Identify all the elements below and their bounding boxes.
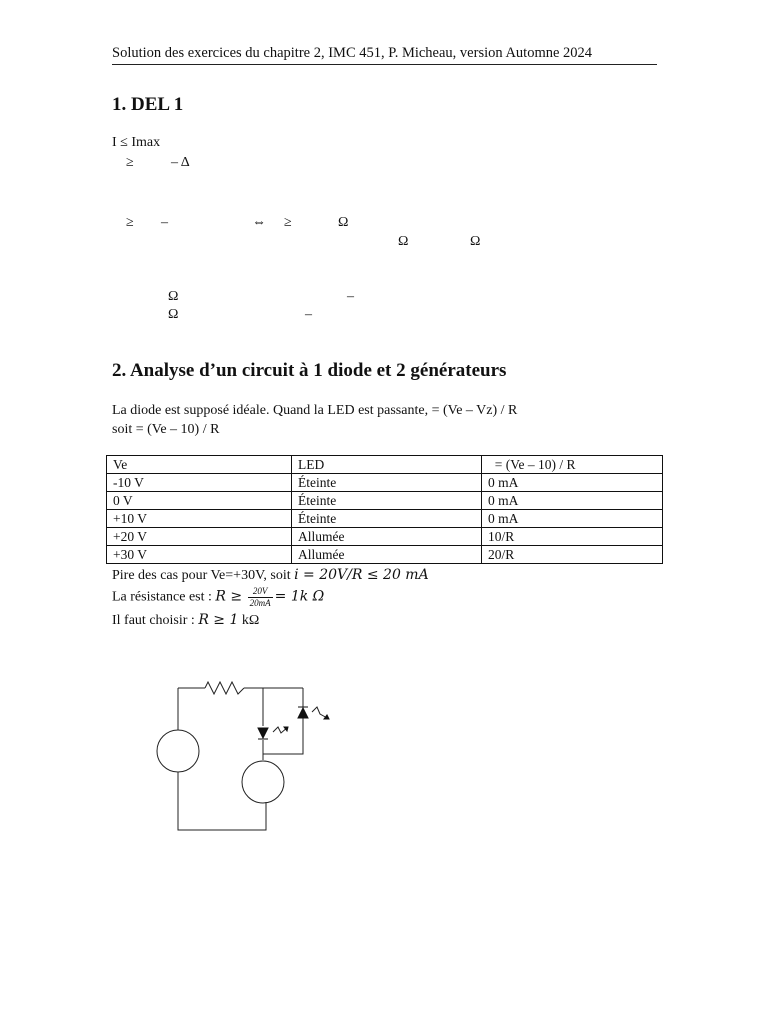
choose-line	[112, 612, 259, 629]
table-cell: Éteinte	[292, 492, 482, 510]
choose-text: Il faut choisir :	[112, 613, 199, 628]
section-1-iff-symbol: ⇔	[252, 215, 266, 230]
page-header: Solution des exercices du chapitre 2, IMC 451, P. Micheau, version Automne 2024	[112, 45, 593, 61]
resistance-line	[112, 586, 324, 609]
table-row	[107, 474, 663, 492]
section-1-ge-symbol: ≥	[126, 155, 134, 170]
section-1-minus-3: –	[347, 289, 354, 304]
section-2-paragraph-line-2: soit = (Ve – 10) / R	[112, 422, 220, 437]
table-header-cell: Ve	[107, 456, 292, 474]
table-cell: +30 V	[107, 546, 292, 564]
table-cell: Éteinte	[292, 510, 482, 528]
table-cell: Allumée	[292, 528, 482, 546]
table-cell: -10 V	[107, 474, 292, 492]
section-1-omega-5: Ω	[168, 307, 179, 322]
voltage-source-left	[157, 730, 199, 772]
table-cell: Éteinte	[292, 474, 482, 492]
wire-left-lower	[178, 772, 266, 830]
resistor-symbol	[205, 682, 244, 694]
section-1-minus-delta: – Δ	[171, 155, 190, 170]
section-1-minus-2: –	[161, 215, 168, 230]
table-cell: 0 mA	[482, 474, 663, 492]
diode-upper	[298, 708, 308, 718]
section-1-title: 1. DEL 1	[112, 94, 184, 115]
table-cell: 0 V	[107, 492, 292, 510]
section-1-line-imax: I ≤ Imax	[112, 135, 161, 150]
resistance-text: La résistance est :	[112, 589, 216, 605]
table-cell: +20 V	[107, 528, 292, 546]
resistance-formula-lhs: R ≥	[215, 588, 243, 605]
worst-case-line	[112, 567, 429, 584]
diode-lower	[258, 728, 268, 738]
choose-formula: R ≥ 1	[198, 612, 239, 628]
section-1-ge-symbol-2: ≥	[126, 215, 134, 230]
table-header-cell: LED	[292, 456, 482, 474]
table-row	[107, 510, 663, 528]
table-cell: Allumée	[292, 546, 482, 564]
wire-diode-branch-right	[263, 688, 303, 754]
section-1-omega-1: Ω	[338, 215, 349, 230]
section-1-omega-2: Ω	[398, 234, 409, 249]
table-cell: +10 V	[107, 510, 292, 528]
led-state-table	[106, 455, 663, 564]
section-1-omega-4: Ω	[168, 289, 179, 304]
table-row	[107, 528, 663, 546]
section-1-minus-4: –	[305, 307, 312, 322]
table-row	[107, 546, 663, 564]
table-row	[107, 492, 663, 510]
resistance-formula-rhs: = 1k Ω	[274, 588, 325, 605]
table-cell: 0 mA	[482, 492, 663, 510]
choose-unit: kΩ	[238, 613, 260, 628]
fraction-numerator: 20V	[248, 586, 273, 598]
circuit-schematic	[140, 670, 360, 840]
worst-case-formula: i = 20V/R ≤ 20 mA	[294, 567, 429, 583]
table-cell: 20/R	[482, 546, 663, 564]
header-rule	[112, 64, 657, 65]
section-2-paragraph-line-1: La diode est supposé idéale. Quand la LED est passante, = (Ve – Vz) / R	[112, 403, 518, 418]
section-1-ge-symbol-3: ≥	[284, 215, 292, 230]
section-1-omega-3: Ω	[470, 234, 481, 249]
table-header-row	[107, 456, 663, 474]
voltage-source-right	[242, 761, 284, 803]
fraction-denominator: 20mA	[249, 598, 271, 608]
worst-case-text: Pire des cas pour Ve=+30V, soit	[112, 568, 295, 583]
table-cell: 0 mA	[482, 510, 663, 528]
section-2-title: 2. Analyse d’un circuit à 1 diode et 2 générateurs	[112, 360, 507, 381]
table-cell: 10/R	[482, 528, 663, 546]
resistance-fraction	[248, 586, 273, 609]
table-header-cell: = (Ve – 10) / R	[482, 456, 663, 474]
